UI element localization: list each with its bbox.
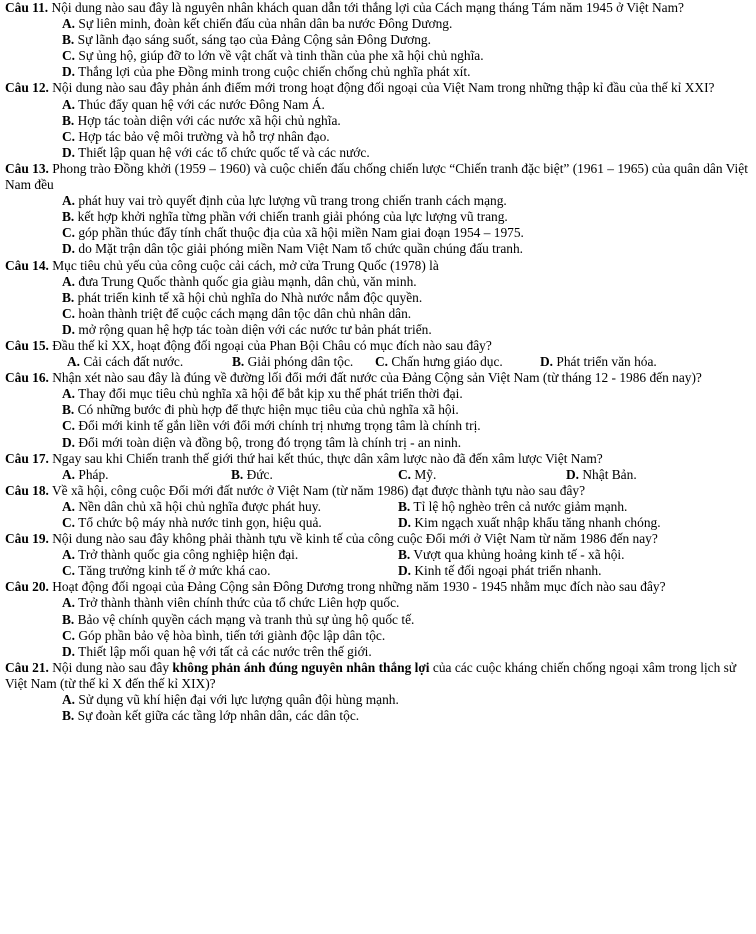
option-text: Tỉ lệ hộ nghèo trên cả nước giảm mạnh. — [410, 498, 628, 514]
option-d[interactable] — [398, 563, 601, 579]
option-d[interactable] — [5, 64, 752, 80]
option-letter: D. — [398, 515, 412, 530]
option-c[interactable] — [62, 563, 398, 579]
option-letter: B. — [62, 611, 75, 627]
option-d[interactable] — [566, 467, 637, 483]
question-20 — [5, 579, 752, 659]
option-text: Nền dân chủ xã hội chủ nghĩa được phát huy. — [75, 498, 321, 514]
option-letter: A. — [62, 96, 76, 112]
option-text: Giải phóng dân tộc. — [244, 354, 354, 370]
question-stem — [5, 483, 752, 499]
question-label: Câu 15. — [5, 337, 49, 353]
option-text: góp phần thúc đẩy tính chất thuộc địa của xã hội miền Nam giai đoạn 1954 – 1975. — [75, 225, 524, 241]
option-text: hoàn thành triệt để cuộc cách mạng dân tộc dân chủ nhân dân. — [75, 305, 412, 321]
question-stem — [5, 370, 752, 386]
question-stem — [5, 579, 752, 595]
option-text: Có những bước đi phù hợp để thực hiện mục tiêu của chủ nghĩa xã hội. — [74, 402, 459, 418]
option-text: Thúc đẩy quan hệ với các nước Đông Nam Á. — [75, 96, 325, 112]
question-13 — [5, 161, 752, 258]
option-text: Tổ chức bộ máy nhà nước tinh gọn, hiệu quả. — [75, 515, 322, 530]
option-a[interactable] — [67, 354, 232, 370]
option-text: Thiết lập mối quan hệ với tất cả các nước trên thế giới. — [75, 643, 372, 659]
question-label: Câu 20. — [5, 579, 49, 595]
question-text: Mục tiêu chủ yếu của công cuộc cải cách, mở cửa Trung Quốc (1978) là — [48, 257, 439, 273]
option-b[interactable] — [5, 209, 752, 225]
option-text: Đổi mới kinh tế gắn liền với đổi mới chính trị nhưng trọng tâm là chính trị. — [75, 418, 481, 434]
option-letter: C. — [62, 515, 76, 530]
option-b[interactable] — [5, 113, 752, 129]
question-stem — [5, 161, 752, 193]
option-letter: B. — [62, 209, 75, 225]
question-15 — [5, 338, 752, 370]
option-letter: C. — [62, 48, 76, 64]
option-text: Kinh tế đối ngoại phát triển nhanh. — [411, 563, 602, 579]
option-letter: D. — [62, 643, 76, 659]
option-d[interactable] — [5, 435, 752, 451]
option-d[interactable] — [5, 322, 752, 338]
option-a[interactable] — [5, 595, 752, 611]
question-text: Nội dung nào sau đây — [48, 659, 173, 675]
option-a[interactable] — [62, 547, 398, 563]
question-14 — [5, 258, 752, 338]
question-11 — [5, 0, 752, 80]
option-c[interactable] — [398, 467, 566, 483]
option-a[interactable] — [5, 386, 752, 402]
option-text: Pháp. — [75, 466, 109, 482]
option-b[interactable] — [5, 708, 752, 724]
option-a[interactable] — [5, 16, 752, 32]
option-b[interactable] — [5, 402, 752, 418]
option-text: Vượt qua khủng hoảng kinh tế - xã hội. — [410, 547, 625, 563]
option-letter: C. — [62, 128, 76, 144]
question-text: Ngay sau khi Chiến tranh thế giới thứ hai kết thúc, thực dân xâm lược nào đã đến xâm lược Việt Nam? — [48, 450, 603, 466]
question-text: Phong trào Đồng khởi (1959 – 1960) và cuộc chiến đấu chống chiến lược “Chiến tranh đặc biệt” (1961 – 1965) của quân dân Việt Nam đều — [5, 160, 748, 193]
question-label: Câu 11. — [5, 0, 49, 15]
question-label: Câu 19. — [5, 531, 49, 547]
question-text: Hoạt động đối ngoại của Đảng Cộng sản Đông Dương trong những năm 1930 - 1945 nhằm mục đích nào sau đây? — [48, 579, 666, 595]
question-label: Câu 14. — [5, 257, 49, 273]
option-text: Thắng lợi của phe Đồng minh trong cuộc chiến chống chủ nghĩa phát xít. — [75, 64, 471, 80]
option-a[interactable] — [62, 467, 231, 483]
option-text: Góp phần bảo vệ hòa bình, tiến tới giành độc lập dân tộc. — [75, 627, 386, 643]
question-text: Nội dung nào sau đây là nguyên nhân khách quan dẫn tới thắng lợi của Cách mạng tháng Tám năm 1945 ở Việt Nam? — [48, 0, 684, 15]
question-stem — [5, 338, 752, 354]
option-letter: C. — [62, 627, 76, 643]
options-row — [5, 563, 752, 579]
option-letter: B. — [398, 498, 411, 514]
option-text: Đức. — [243, 466, 273, 482]
option-text: Phát triển văn hóa. — [553, 354, 657, 370]
question-label: Câu 21. — [5, 659, 49, 675]
option-text: mở rộng quan hệ hợp tác toàn diện với các nước tư bản phát triển. — [75, 321, 432, 337]
question-stem — [5, 451, 752, 467]
option-letter: A. — [62, 386, 76, 402]
option-letter: A. — [62, 498, 76, 514]
question-stem — [5, 531, 752, 547]
option-c[interactable] — [375, 354, 540, 370]
option-c[interactable] — [5, 225, 752, 241]
option-d[interactable] — [398, 515, 661, 531]
question-text: Về xã hội, công cuộc Đổi mới đất nước ở Việt Nam (từ năm 1986) đạt được thành tựu nào sau đây? — [48, 482, 586, 498]
option-text: Đổi mới toàn diện và đồng bộ, trong đó trọng tâm là chính trị - an ninh. — [75, 434, 462, 450]
option-a[interactable] — [62, 499, 398, 515]
option-letter: A. — [62, 273, 76, 289]
option-text: do Mặt trận dân tộc giải phóng miền Nam Việt Nam tổ chức quần chúng đấu tranh. — [75, 241, 524, 257]
option-text: Sự lãnh đạo sáng suốt, sáng tạo của Đảng Cộng sản Đông Dương. — [74, 32, 431, 48]
option-c[interactable] — [5, 418, 752, 434]
question-label: Câu 12. — [5, 80, 49, 96]
options-row — [5, 354, 752, 370]
question-stem — [5, 80, 752, 96]
option-letter: B. — [232, 354, 245, 370]
option-letter: D. — [62, 321, 76, 337]
option-c[interactable] — [5, 306, 752, 322]
option-text: Sử dụng vũ khí hiện đại với lực lượng quân đội hùng mạnh. — [75, 692, 399, 708]
options-row — [5, 547, 752, 563]
option-letter: A. — [62, 466, 76, 482]
question-17 — [5, 451, 752, 483]
question-12 — [5, 80, 752, 160]
option-d[interactable] — [5, 241, 752, 257]
options-row — [5, 499, 752, 515]
option-b[interactable] — [5, 612, 752, 628]
question-18 — [5, 483, 752, 531]
option-text: phát triển kinh tế xã hội chủ nghĩa do Nhà nước nắm độc quyền. — [74, 289, 423, 305]
question-label: Câu 13. — [5, 160, 49, 176]
question-emphasis: không phản ánh đúng nguyên nhân thắng lợi — [172, 659, 430, 675]
option-text: đưa Trung Quốc thành quốc gia giàu mạnh, dân chủ, văn minh. — [75, 273, 417, 289]
option-letter: D. — [62, 144, 76, 160]
question-stem — [5, 0, 752, 16]
option-letter: A. — [67, 354, 81, 370]
option-a[interactable] — [5, 97, 752, 113]
option-text: phát huy vai trò quyết định của lực lượng vũ trang trong chiến tranh cách mạng. — [75, 193, 507, 209]
question-text: Nhận xét nào sau đây là đúng về đường lối đổi mới đất nước của Đảng Cộng sản Việt Nam (từ tháng 12 - 1986 đến nay)? — [48, 370, 702, 386]
option-letter: D. — [540, 354, 554, 370]
option-b[interactable] — [5, 32, 752, 48]
options-row — [5, 467, 752, 483]
option-letter: D. — [398, 563, 412, 579]
question-19 — [5, 531, 752, 579]
question-label: Câu 17. — [5, 450, 49, 466]
option-letter: D. — [566, 466, 580, 482]
option-text: Sự liên minh, đoàn kết chiến đấu của nhân dân ba nước Đông Dương. — [75, 16, 453, 32]
option-text: Bảo vệ chính quyền cách mạng và tranh thủ sự ủng hộ quốc tế. — [74, 611, 415, 627]
option-text: Trở thành quốc gia công nghiệp hiện đại. — [75, 547, 299, 563]
option-letter: B. — [62, 32, 75, 48]
option-b[interactable] — [398, 547, 624, 563]
option-letter: B. — [398, 547, 411, 563]
option-letter: C. — [375, 354, 389, 370]
option-letter: D. — [62, 64, 76, 80]
question-21 — [5, 660, 752, 724]
option-text: Sự đoàn kết giữa các tầng lớp nhân dân, các dân tộc. — [74, 708, 360, 724]
option-d[interactable] — [5, 644, 752, 660]
option-letter: A. — [62, 193, 76, 209]
option-text: Cải cách đất nước. — [80, 354, 184, 370]
option-text: Thay đổi mục tiêu chủ nghĩa xã hội để bắt kịp xu thế phát triển thời đại. — [75, 386, 463, 402]
option-b[interactable] — [5, 290, 752, 306]
option-a[interactable] — [5, 274, 752, 290]
option-letter: A. — [62, 595, 76, 611]
option-a[interactable] — [5, 193, 752, 209]
option-letter: D. — [62, 434, 76, 450]
option-text: Trở thành thành viên chính thức của tổ chức Liên hợp quốc. — [75, 595, 400, 611]
option-letter: B. — [62, 289, 75, 305]
option-letter: C. — [398, 466, 412, 482]
question-text: Nội dung nào sau đây không phải thành tựu về kinh tế của công cuộc Đổi mới ở Việt Nam từ năm 1986 đến nay? — [48, 531, 658, 547]
option-text: Hợp tác bảo vệ môi trường và hỗ trợ nhân đạo. — [75, 128, 330, 144]
option-text: Sự ủng hộ, giúp đỡ to lớn về vật chất và tinh thần của phe xã hội chủ nghĩa. — [75, 48, 484, 64]
option-letter: B. — [62, 708, 75, 724]
option-letter: A. — [62, 16, 76, 32]
option-text: Nhật Bản. — [579, 466, 637, 482]
option-c[interactable] — [5, 48, 752, 64]
option-letter: B. — [231, 466, 244, 482]
option-c[interactable] — [5, 129, 752, 145]
option-letter: A. — [62, 692, 76, 708]
option-letter: C. — [62, 563, 76, 579]
question-label: Câu 16. — [5, 370, 49, 386]
question-text: Đầu thế kỉ XX, hoạt động đối ngoại của Phan Bội Châu có mục đích nào sau đây? — [48, 337, 492, 353]
option-letter: D. — [62, 241, 76, 257]
option-c[interactable] — [5, 628, 752, 644]
option-a[interactable] — [5, 692, 752, 708]
option-d[interactable] — [5, 145, 752, 161]
option-d[interactable] — [540, 354, 657, 370]
option-text: Tăng trưởng kinh tế ở mức khá cao. — [75, 563, 271, 579]
option-c[interactable] — [62, 515, 398, 531]
question-text: của các cuộc kháng chiến chống ngoại xâm trong lịch sử Việt Nam (từ thế kỉ X đến thế kỉ XIX)? — [5, 659, 737, 691]
question-text: Nội dung nào sau đây phản ánh điểm mới trong hoạt động đối ngoại của Việt Nam trong những thập kỉ đầu của thế kỉ XXI? — [48, 80, 715, 96]
option-b[interactable] — [231, 467, 398, 483]
option-b[interactable] — [398, 499, 627, 515]
option-letter: C. — [62, 305, 76, 321]
option-letter: C. — [62, 225, 76, 241]
options-row — [5, 515, 752, 531]
option-letter: B. — [62, 402, 75, 418]
option-text: Mỹ. — [411, 466, 437, 482]
question-stem — [5, 660, 752, 692]
question-stem — [5, 258, 752, 274]
question-label: Câu 18. — [5, 482, 49, 498]
option-letter: A. — [62, 547, 76, 563]
option-b[interactable] — [232, 354, 375, 370]
option-text: Thiết lập quan hệ với các tổ chức quốc tế và các nước. — [75, 144, 370, 160]
option-text: kết hợp khởi nghĩa từng phần với chiến tranh giải phóng của lực lượng vũ trang. — [74, 209, 508, 225]
option-letter: B. — [62, 112, 75, 128]
option-text: Hợp tác toàn diện với các nước xã hội chủ nghĩa. — [74, 112, 341, 128]
question-16 — [5, 370, 752, 450]
option-text: Kim ngạch xuất nhập khẩu tăng nhanh chóng. — [411, 515, 661, 530]
option-letter: C. — [62, 418, 76, 434]
option-text: Chấn hưng giáo dục. — [388, 354, 503, 370]
